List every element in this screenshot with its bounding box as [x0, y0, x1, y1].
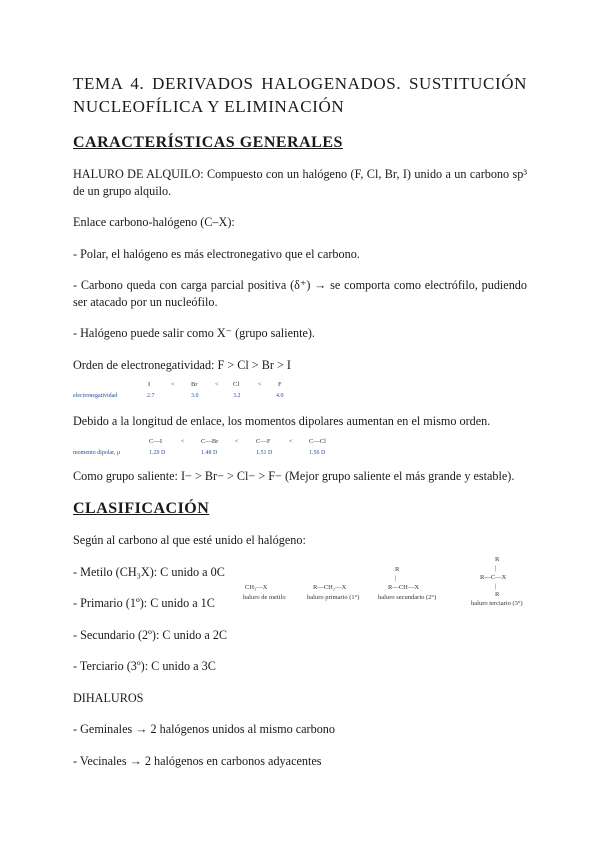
electroneg-header: F	[278, 381, 282, 388]
paragraph-carbono: - Carbono queda con carga parcial positiva (δ⁺) → se comporta como electrófilo, pudiendo ser atacado por un nucleófilo.	[73, 278, 527, 309]
haluro-structures	[243, 555, 533, 634]
dipole-header: <	[181, 437, 185, 445]
dipole-value: 1.48 D	[201, 449, 218, 456]
electroneg-label: electronegatividad	[73, 393, 118, 399]
dipole-label: momento dipolar, μ	[73, 449, 121, 456]
electroneg-header: Br	[191, 381, 198, 388]
electroneg-header: <	[258, 381, 262, 388]
paragraph-grupo: Como grupo saliente: I− > Br− > Cl− > F− (Mejor grupo saliente el más grande y estable).	[73, 468, 515, 483]
struct-primario-formula: R—CH₂—X	[313, 583, 347, 591]
struct-terciario-bottom: R	[495, 590, 500, 598]
paragraph-enlace: Enlace carbono-halógeno (C–X):	[73, 215, 235, 229]
paragraph-debido: Debido a la longitud de enlace, los momentos dipolares aumentan en el mismo orden.	[73, 414, 491, 428]
document-page	[73, 72, 527, 784]
dipole-header: C—Cl	[309, 437, 326, 445]
item-vecinales: - Vecinales → 2 halógenos en carbonos adyacentes	[73, 753, 322, 768]
paragraph-haluro: HALURO DE ALQUILO: Compuesto con un halógeno (F, Cl, Br, I) unido a un carbono sp³ de un grupo alquilo.	[73, 167, 527, 198]
struct-terciario-formula: R—C—X	[480, 573, 507, 581]
electroneg-header: <	[171, 381, 175, 388]
struct-terciario-label: haluro terciario (3°)	[471, 599, 523, 607]
electroneg-value: 4.0	[276, 393, 284, 399]
electroneg-value: 3.2	[233, 393, 241, 399]
section-heading-general: CARACTERÍSTICAS GENERALES	[73, 134, 343, 151]
electroneg-header: I	[148, 381, 151, 388]
section-heading-classification: CLASIFICACIÓN	[73, 500, 210, 517]
struct-metilo-label: haluro de metilo	[243, 593, 286, 601]
page-title: TEMA 4. DERIVADOS HALOGENADOS. SUSTITUCIÓN NUCLEOFÍLICA Y ELIMINACIÓN	[73, 74, 527, 116]
electroneg-header: <	[215, 381, 219, 388]
paragraph-intro: Según al carbono al que esté unido el halógeno:	[73, 533, 306, 547]
electroneg-header: Cl	[233, 381, 240, 388]
item-terciario: - Terciario (3º): C unido a 3C	[73, 659, 216, 673]
dipole-header: C—Br	[201, 437, 219, 445]
item-primario: - Primario (1º): C unido a 1C	[73, 596, 215, 610]
struct-terciario-top: R	[495, 555, 500, 563]
struct-terciario-bond-top: |	[495, 564, 497, 572]
struct-secundario-formula: R—CH—X	[388, 583, 420, 591]
item-secundario: - Secundario (2º): C unido a 2C	[73, 627, 228, 642]
dipole-value: 1.56 D	[309, 449, 326, 456]
dipole-header: <	[289, 437, 293, 445]
item-metilo: - Metilo (CH₃X): C unido a 0C	[73, 564, 225, 579]
struct-secundario-top: R	[395, 565, 400, 573]
struct-terciario-bond-bottom: |	[495, 582, 497, 590]
struct-primario-label: haluro primario (1°)	[307, 593, 360, 601]
item-geminales: - Geminales → 2 halógenos unidos al mismo carbono	[73, 722, 335, 736]
struct-secundario-label: haluro secundario (2°)	[378, 593, 437, 601]
classification-list	[73, 555, 527, 675]
electroneg-value: 3.0	[191, 393, 199, 399]
struct-secundario-bond: |	[395, 574, 397, 582]
dipole-header: C—I	[149, 437, 162, 445]
paragraph-saliente: - Halógeno puede salir como X⁻ (grupo saliente).	[73, 326, 315, 340]
paragraph-dihaluros: DIHALUROS	[73, 690, 144, 705]
struct-metilo-formula: CH₃—X	[245, 583, 268, 591]
dipole-value: 1.29 D	[149, 449, 166, 456]
paragraph-polar: - Polar, el halógeno es más electronegativo que el carbono.	[73, 246, 360, 261]
dipole-table	[73, 434, 527, 458]
electroneg-value: 2.7	[147, 393, 155, 399]
paragraph-orden: Orden de electronegatividad: F > Cl > Br > I	[73, 357, 291, 372]
dipole-header: <	[235, 437, 239, 445]
electronegativity-table	[73, 377, 527, 401]
dipole-value: 1.51 D	[256, 449, 273, 456]
dipole-header: C—F	[256, 437, 271, 445]
